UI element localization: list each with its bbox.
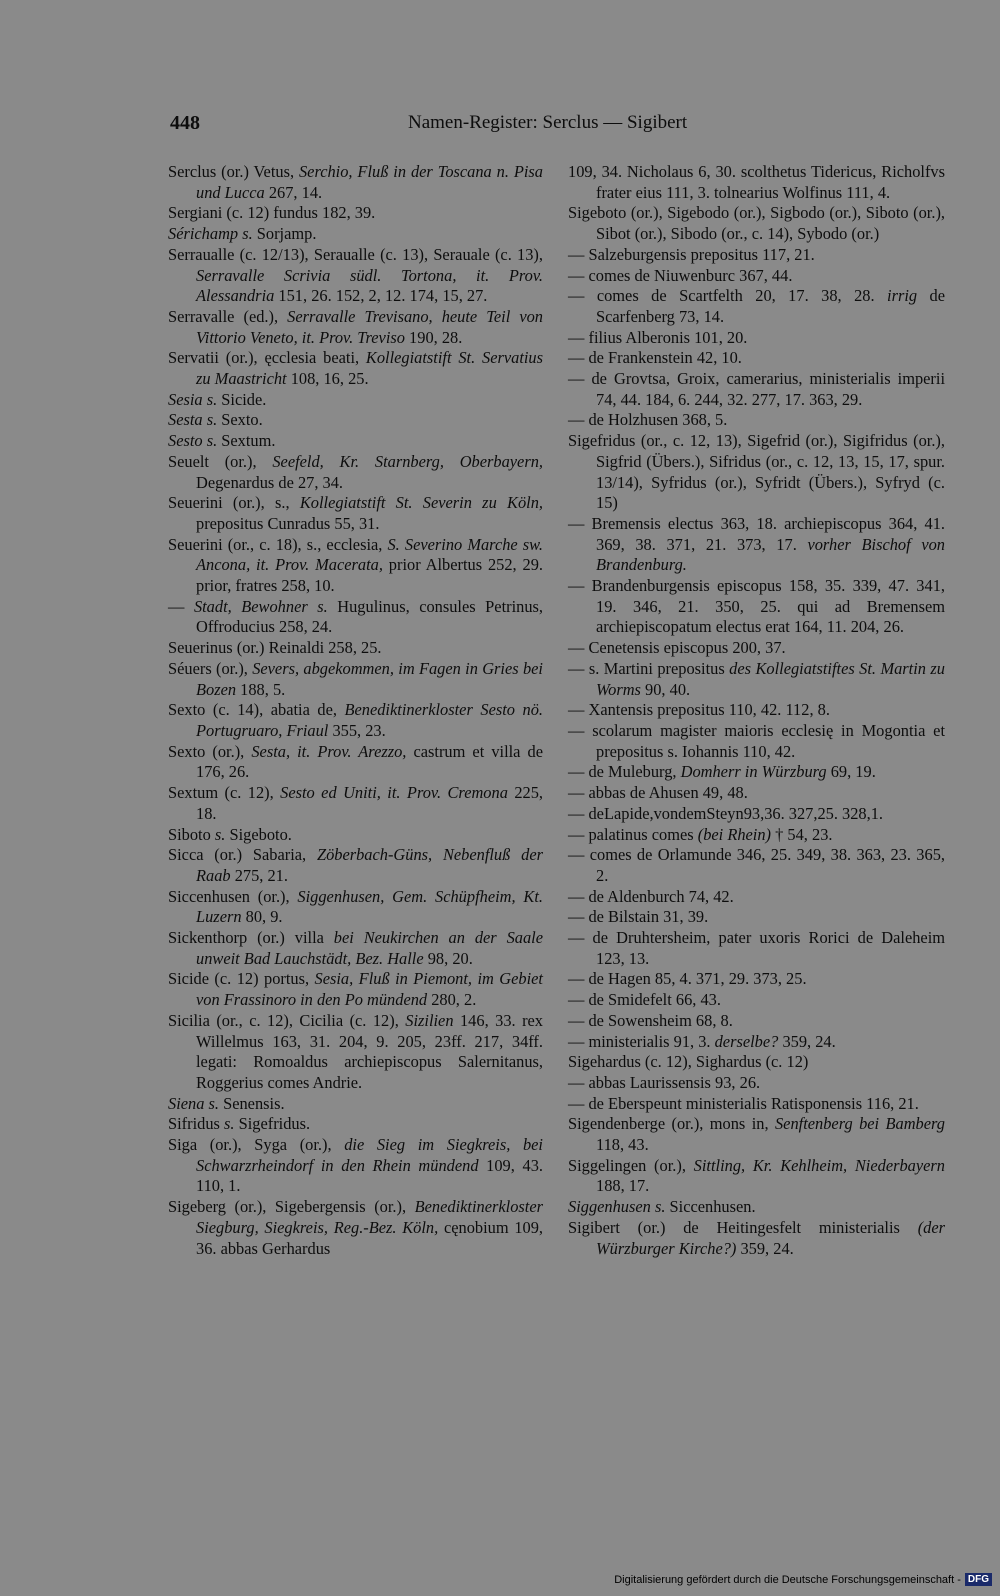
index-entry: Siggelingen (or.), Sittling, Kr. Kehlheim, Niederbayern 188, 17. (568, 1155, 945, 1196)
index-entry: — de Bilstain 31, 39. (568, 907, 709, 927)
index-entry: Sexto (c. 14), abatia de, Benediktinerkloster Sesto nö. Portugruaro, Friaul 355, 23. (168, 700, 543, 740)
index-entry: Sérichamp s. Sorjamp. (168, 224, 317, 244)
index-entry: Sesia s. Sicide. (168, 389, 267, 409)
index-entry: Siboto s. Sigeboto. (168, 824, 292, 844)
index-entry: — comes de Niuwenburc 367, 44. (568, 265, 793, 285)
index-entry: Sigeboto (or.), Sigebodo (or.), Sigbodo (or.), Siboto (or.), Sibot (or.), Sibodo (or., c. 14), Sybodo (or.) (568, 203, 945, 244)
index-entry: Seuelt (or.), Seefeld, Kr. Starnberg, Oberbayern, Degenardus de 27, 34. (168, 451, 544, 492)
index-entry: Sicide (c. 12) portus, Sesia, Fluß in Piemont, im Gebiet von Frassinoro in den Po mündend 280, 2. (168, 969, 543, 1010)
index-entry: — de Grovtsa, Groix, camerarius, ministerialis imperii 74, 44. 184, 6. 244, 32. 277, 17. 363, 29. (568, 369, 945, 409)
index-entry: Serraualle (c. 12/13), Seraualle (c. 13), Serauale (c. 13), Serravalle Scrivia südl. Tortona, it. Prov. Alessandria 151, 26. 152, 2, 12. 174, 15, 27. (168, 244, 543, 306)
index-entry: Sickenthorp (or.) villa bei Neukirchen an der Saale unweit Bad Lauchstädt, Bez. Halle 98, 20. (168, 928, 543, 968)
index-entry: Sigendenberge (or.), mons in, Senftenberg bei Bamberg 118, 43. (568, 1114, 945, 1155)
index-entry: — de Hagen 85, 4. 371, 29. 373, 25. (568, 969, 807, 989)
index-entry: — filius Alberonis 101, 20. (568, 327, 748, 347)
running-title: Namen-Register: Serclus — Sigibert (408, 112, 688, 133)
index-entry: Siggenhusen s. Siccenhusen. (568, 1197, 756, 1217)
left-column (168, 162, 543, 1259)
index-entry: 109, 34. Nicholaus 6, 30. scolthetus Tidericus, Richolfvs frater eius 111, 3. tolnearius Wolfinus 111, 4. (568, 162, 945, 202)
page-header (170, 112, 712, 138)
index-entry: Sigibert (or.) de Heitingesfelt ministerialis (der Würzburger Kirche?) 359, 24. (568, 1217, 945, 1258)
index-entry: Seuerinus (or.) Reinaldi 258, 25. (168, 638, 382, 658)
index-entry: — abbas Laurissensis 93, 26. (568, 1072, 761, 1092)
index-entry: — ministerialis 91, 3. derselbe? 359, 24. (568, 1031, 836, 1051)
index-entry: Siena s. Senensis. (168, 1093, 285, 1113)
index-entry: Serclus (or.) Vetus, Serchio, Fluß in der Toscana n. Pisa und Lucca 267, 14. (168, 162, 543, 202)
index-entry: — de Muleburg, Domherr in Würzburg 69, 19. (568, 762, 876, 782)
index-entry: — de Aldenburch 74, 42. (568, 886, 734, 906)
index-entry: — de Druhtersheim, pater uxoris Rorici de Daleheim 123, 13. (568, 928, 945, 968)
index-entry: Sesto s. Sextum. (168, 431, 276, 451)
index-entry: — Bremensis electus 363, 18. archiepiscopus 364, 41. 369, 38. 371, 21. 373, 17. vorher Bischof von Brandenburg. (568, 513, 945, 575)
index-entry: — Cenetensis episcopus 200, 37. (568, 638, 786, 658)
index-entry: — Salzeburgensis prepositus 117, 21. (568, 244, 815, 264)
index-entry: Sergiani (c. 12) fundus 182, 39. (168, 203, 376, 223)
index-entry: — de Frankenstein 42, 10. (568, 348, 742, 368)
index-entry: Sextum (c. 12), Sesto ed Uniti, it. Prov. Cremona 225, 18. (168, 783, 544, 823)
index-entry: — comes de Orlamunde 346, 25. 349, 38. 363, 23. 365, 2. (568, 845, 945, 885)
footer-text: Digitalisierung gefördert durch die Deutsche Forschungsgemeinschaft - (614, 1573, 961, 1586)
index-entry: Séuers (or.), Severs, abgekommen, im Fagen in Gries bei Bozen 188, 5. (168, 658, 543, 699)
index-entry: — de Sowensheim 68, 8. (568, 1010, 733, 1030)
index-entry: — palatinus comes (bei Rhein) † 54, 23. (568, 824, 833, 844)
index-entry: — de Eberspeunt ministerialis Ratisponensis 116, 21. (568, 1093, 919, 1113)
dfg-logo: DFG (965, 1573, 992, 1586)
index-entry: Seuerini (or.), s., Kollegiatstift St. Severin zu Köln, prepositus Cunradus 55, 31. (168, 493, 543, 533)
index-entry: Siga (or.), Syga (or.), die Sieg im Siegkreis, bei Schwarzrheindorf in den Rhein mündend 109, 43. 110, 1. (168, 1135, 543, 1196)
index-entry: Sigehardus (c. 12), Sighardus (c. 12) (568, 1052, 809, 1072)
index-entry: Sigeberg (or.), Sigebergensis (or.), Benediktinerkloster Siegburg, Siegkreis, Reg.-Bez. Köln, cęnobium 109, 36. abbas Gerhardus (168, 1197, 544, 1258)
index-entry: — de Holzhusen 368, 5. (568, 410, 728, 430)
index-entry: Seuerini (or., c. 18), s., ecclesia, S. Severino Marche sw. Ancona, it. Prov. Macerata, prior Albertus 252, 29. prior, fratres 258, 10. (168, 534, 543, 596)
index-entry: Siccenhusen (or.), Siggenhusen, Gem. Schüpfheim, Kt. Luzern 80, 9. (168, 886, 543, 927)
index-entry: Sicca (or.) Sabaria, Zöberbach-Güns, Nebenfluß der Raab 275, 21. (168, 845, 543, 885)
right-column (568, 162, 945, 1259)
index-entry: — Stadt, Bewohner s. Hugulinus, consules Petrinus, Offroducius 258, 24. (168, 596, 543, 637)
index-entry: — comes de Scartfelth 20, 17. 38, 28. irrig de Scarfenberg 73, 14. (568, 286, 945, 326)
index-entry: — deLapide,vondemSteyn93,36. 327,25. 328,1. (568, 803, 884, 823)
index-entry: Sesta s. Sexto. (168, 410, 263, 430)
index-entry: Sicilia (or., c. 12), Cicilia (c. 12), Sizilien 146, 33. rex Willelmus 163, 31. 204, 9. 205, 23ff. 217, 34ff. legati: Romoaldus archiepiscopus Salernitanus, Roggerius comes Andrie. (168, 1010, 543, 1092)
footer (614, 1573, 992, 1586)
page-number: 448 (170, 112, 200, 134)
index-entry: Serravalle (ed.), Serravalle Trevisano, heute Teil von Vittorio Veneto, it. Prov. Treviso 190, 28. (168, 306, 543, 347)
index-entry: — abbas de Ahusen 49, 48. (568, 783, 748, 803)
index-entry: Sexto (or.), Sesta, it. Prov. Arezzo, castrum et villa de 176, 26. (168, 741, 543, 782)
index-entry: Sigefridus (or., c. 12, 13), Sigefrid (or.), Sigifridus (or.), Sigfrid (Übers.), Sifridus (or., c. 12, 13, 15, 17, spur. 13/14), Syfridus (or.), Syfridt (Übers.), Syfryd (c. 15) (568, 431, 945, 513)
index-entry: — Xantensis prepositus 110, 42. 112, 8. (568, 700, 830, 720)
index-entry: — s. Martini prepositus des Kollegiatstiftes St. Martin zu Worms 90, 40. (568, 658, 945, 699)
index-entry: — de Smidefelt 66, 43. (568, 990, 721, 1010)
index-entry: Servatii (or.), ęcclesia beati, Kollegiatstift St. Servatius zu Maastricht 108, 16, 25. (168, 348, 543, 389)
index-entry: Sifridus s. Sigefridus. (168, 1114, 311, 1134)
index-entry: — scolarum magister maioris ecclesię in Mogontia et prepositus s. Iohannis 110, 42. (568, 720, 945, 761)
index-entry: — Brandenburgensis episcopus 158, 35. 339, 47. 341, 19. 346, 21. 350, 25. qui ad Bremensem archiepiscopatum electus erat 164, 11. 204, 26. (568, 576, 945, 637)
